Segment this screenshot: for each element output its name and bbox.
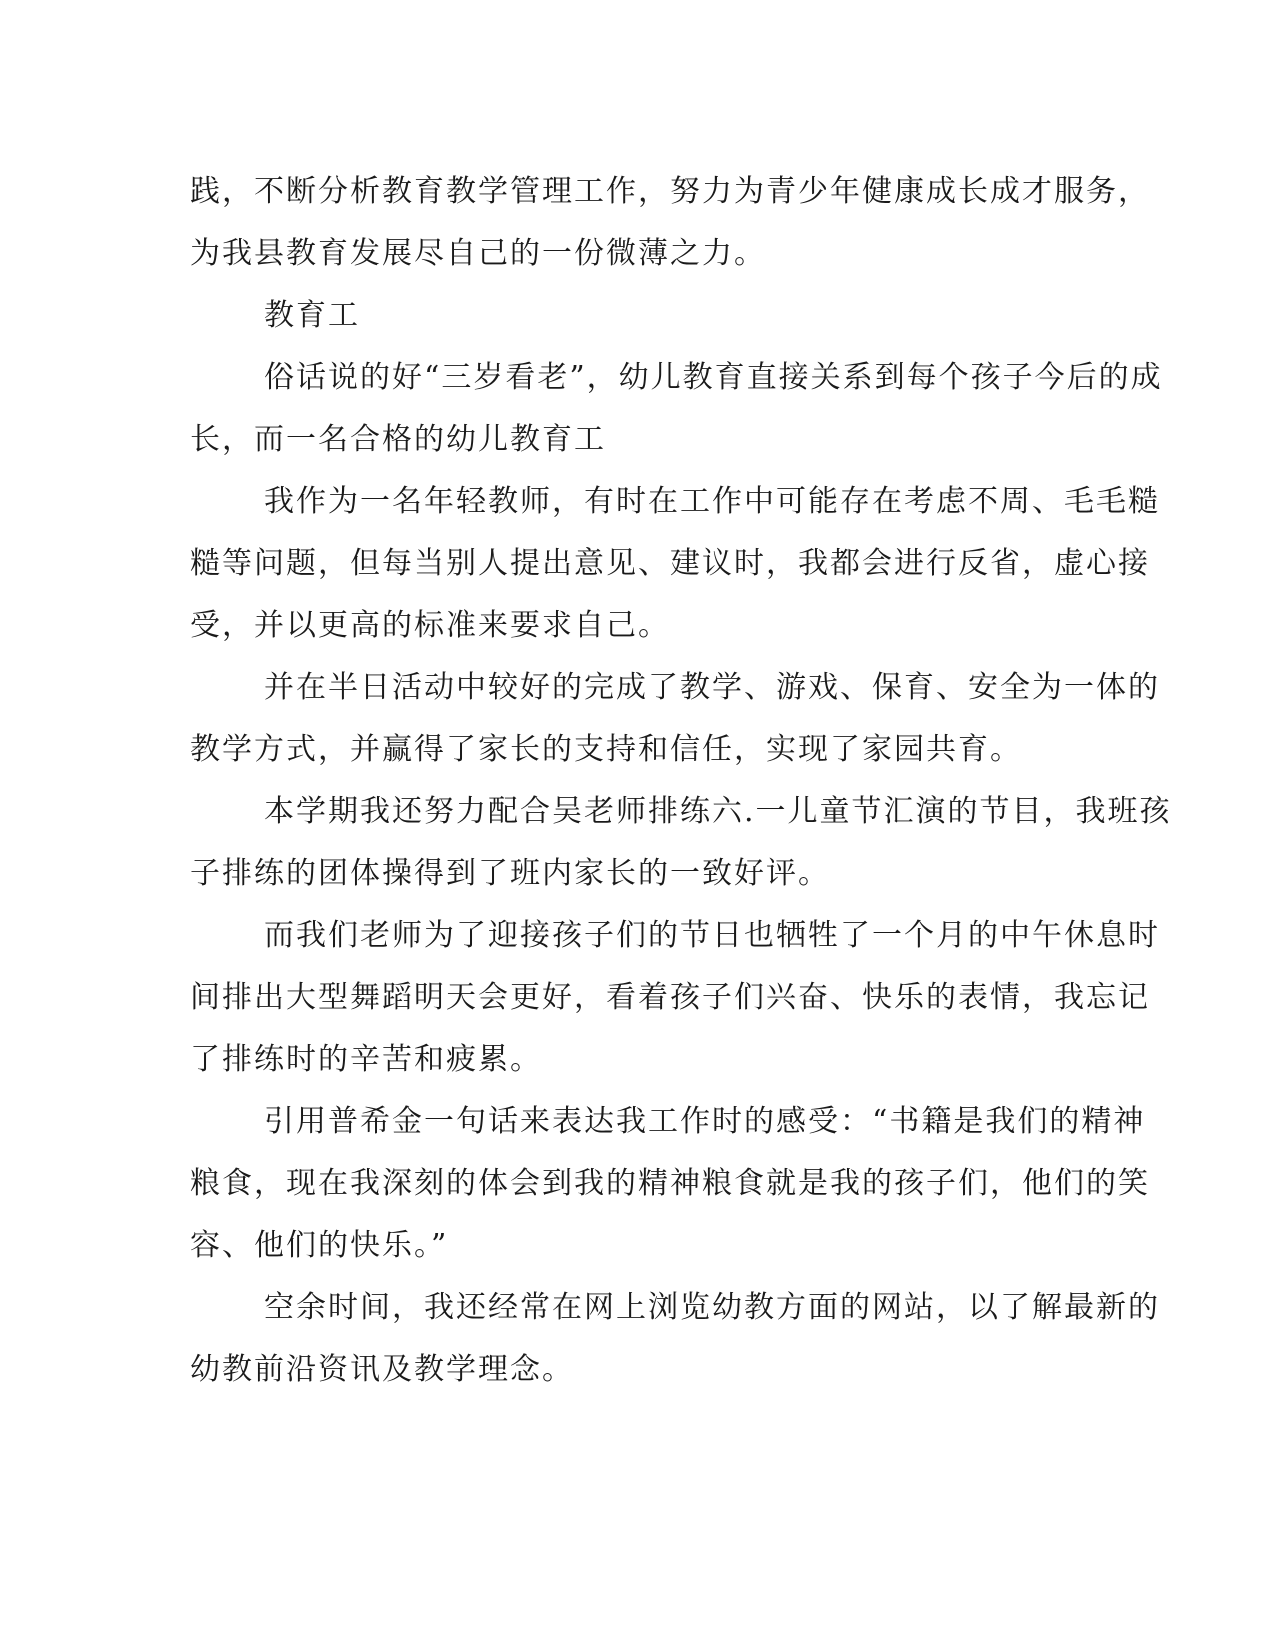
text-line: 长，而一名合格的幼儿教育工 bbox=[190, 422, 606, 457]
text-line: 并在半日活动中较好的完成了教学、游戏、保育、安全为一体的 bbox=[264, 670, 1160, 705]
text-line: 俗话说的好“三岁看老”，幼儿教育直接关系到每个孩子今后的成 bbox=[264, 360, 1163, 395]
text-line: 为我县教育发展尽自己的一份微薄之力。 bbox=[190, 236, 766, 271]
text-line: 糙等问题，但每当别人提出意见、建议时，我都会进行反省，虚心接 bbox=[190, 546, 1150, 581]
text-line: 子排练的团体操得到了班内家长的一致好评。 bbox=[190, 856, 830, 891]
text-line: 我作为一名年轻教师，有时在工作中可能存在考虑不周、毛毛糙 bbox=[264, 484, 1160, 519]
text-line: 粮食，现在我深刻的体会到我的精神粮食就是我的孩子们，他们的笑 bbox=[190, 1166, 1150, 1201]
text-line: 容、他们的快乐。” bbox=[190, 1228, 449, 1263]
document-body bbox=[190, 161, 1172, 1401]
text-line: 践，不断分析教育教学管理工作，努力为青少年健康成长成才服务， bbox=[190, 174, 1150, 209]
text-line: 幼教前沿资讯及教学理念。 bbox=[190, 1352, 574, 1387]
text-line: 空余时间，我还经常在网上浏览幼教方面的网站，以了解最新的 bbox=[264, 1290, 1160, 1325]
section-heading: 教育工 bbox=[264, 298, 360, 333]
text-line: 教学方式，并赢得了家长的支持和信任，实现了家园共育。 bbox=[190, 732, 1022, 767]
text-line: 引用普希金一句话来表达我工作时的感受：“书籍是我们的精神 bbox=[264, 1104, 1146, 1139]
text-line: 了排练时的辛苦和疲累。 bbox=[190, 1042, 542, 1077]
text-line: 而我们老师为了迎接孩子们的节日也牺牲了一个月的中午休息时 bbox=[264, 918, 1160, 953]
text-line: 本学期我还努力配合吴老师排练六.一儿童节汇演的节目，我班孩 bbox=[264, 794, 1172, 829]
text-line: 间排出大型舞蹈明天会更好，看着孩子们兴奋、快乐的表情，我忘记 bbox=[190, 980, 1150, 1015]
text-line: 受，并以更高的标准来要求自己。 bbox=[190, 608, 670, 643]
